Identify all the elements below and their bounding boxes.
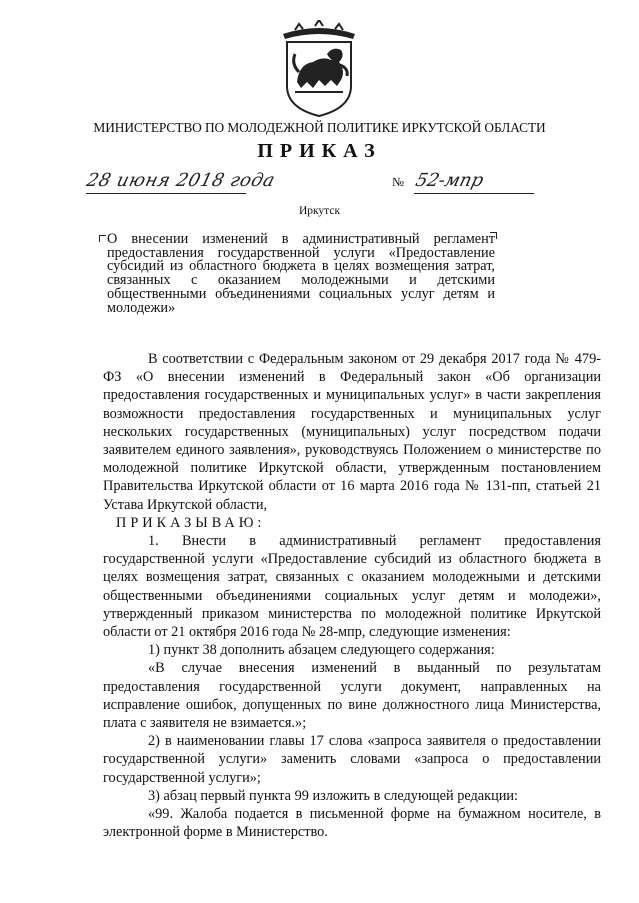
item-1-paragraph: 1. Внести в административный регламент предоставления государственной услуги «Предоставление субсидий из областного бюджета в целях возмещения затрат, связанных с оказанием молодежными и детскими общественными объединениями социальных услуг детям и молодежи», утвержденный приказом министерства по молодежной политике Иркутской области от 21 октября 2016 года № 28-мпр, следующие изменения:	[103, 533, 601, 641]
subitem-1-quote: «В случае внесения изменений в выданный по результатам предоставления государственной услуги документ, направленных на исправление ошибок, допущенных по вине должностного лица Министерства, плата с заявителя не взимается.»;	[103, 660, 601, 732]
order-word: ПРИКАЗЫВАЮ:	[116, 514, 266, 531]
subitem-3-quote: «99. Жалоба подается в письменной форме на бумажном носителе, в электронной форме в Министерство.	[103, 806, 601, 841]
number-sign: №	[392, 175, 404, 189]
handwritten-number: 52-мпр	[413, 170, 486, 191]
order-body	[103, 350, 601, 841]
city-name: Иркутск	[298, 205, 341, 217]
preamble-paragraph: В соответствии с Федеральным законом от 29 декабря 2017 года № 479-ФЗ «О внесении изменений в Федеральный закон «Об организации предоставления государственных и муниципальных услуг» в части закрепления возможности предоставления государственных и муниципальных услуг нескольких государственных (муниципальных) услуг посредством подачи заявителем единого заявления», руководствуясь Положением о министерстве по молодежной политике Иркутской области, утвержденным постановлением Правительства Иркутской области от 16 марта 2016 года № 131-пп, статьей 21 Устава Иркутской области,	[103, 351, 601, 513]
coat-of-arms-icon	[269, 20, 369, 118]
number-underline	[414, 193, 534, 194]
handwritten-date: 28 июня 2018 года	[84, 170, 278, 191]
order-subject: О внесении изменений в административный регламент предоставления государственной услуги «Предоставление субсидий из областного бюджета в целях возмещения затрат, связанных с оказанием молодежными и детскими общественными объединениями социальных услуг детям и молодежи»	[107, 231, 495, 316]
subitem-3-paragraph: 3) абзац первый пункта 99 изложить в следующей редакции:	[148, 787, 519, 804]
date-underline	[86, 193, 246, 194]
subject-bracket-left	[99, 235, 106, 242]
subitem-1-paragraph: 1) пункт 38 дополнить абзацем следующего содержания:	[148, 642, 495, 659]
ministry-name: МИНИСТЕРСТВО ПО МОЛОДЕЖНОЙ ПОЛИТИКЕ ИРКУТСКОЙ ОБЛАСТИ	[93, 120, 546, 135]
document-type-title: ПРИКАЗ	[257, 140, 382, 162]
subitem-2-paragraph: 2) в наименовании главы 17 слова «запроса заявителя о предоставлении государственной услуги» заменить словами «запроса о предоставлении государственной услуги»;	[103, 733, 601, 786]
